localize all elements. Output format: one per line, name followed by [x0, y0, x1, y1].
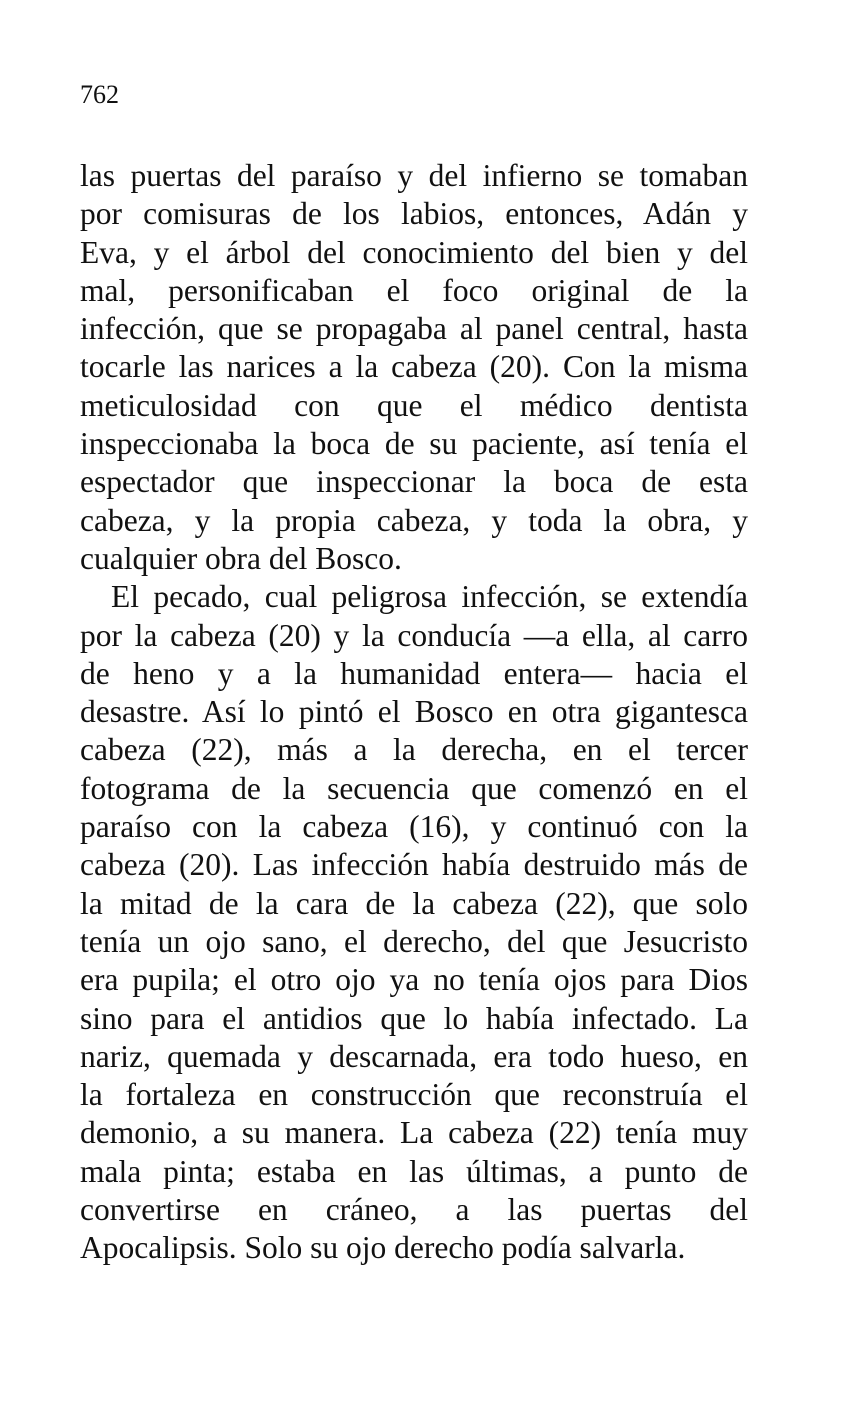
text-line: fotograma de la secuencia que comenzó en el — [80, 770, 748, 806]
text-line: meticulosidad con que el médico dentista — [80, 387, 748, 423]
text-line: Eva, y el árbol del conocimiento del bien y del — [80, 234, 748, 270]
paragraph-2 — [80, 578, 748, 1267]
body-text — [80, 157, 748, 1268]
text-line: de heno y a la humanidad entera— hacia el — [80, 655, 748, 691]
text-line: convertirse en cráneo, a las puertas del — [80, 1192, 748, 1228]
text-line: por comisuras de los labios, entonces, Adán y — [80, 196, 748, 232]
text-line: cabeza (22), más a la derecha, en el tercer — [80, 732, 748, 768]
text-line: cabeza, y la propia cabeza, y toda la obra, y — [80, 502, 748, 538]
text-line: desastre. Así lo pintó el Bosco en otra gigantesca — [80, 694, 748, 730]
paragraph-1 — [80, 157, 748, 578]
text-line: cabeza (20). Las infección había destruido más de — [80, 847, 748, 883]
text-line: cualquier obra del Bosco. — [80, 540, 402, 576]
text-line: tenía un ojo sano, el derecho, del que Jesucristo — [80, 923, 748, 959]
text-line: sino para el antidios que lo había infectado. La — [80, 1000, 748, 1036]
text-line: nariz, quemada y descarnada, era todo hueso, en — [80, 1038, 748, 1074]
text-line: espectador que inspeccionar la boca de esta — [80, 464, 748, 500]
text-line: por la cabeza (20) y la conducía —a ella, al carro — [80, 617, 748, 653]
text-line: inspeccionaba la boca de su paciente, así tenía el — [80, 426, 748, 462]
text-line: Apocalipsis. Solo su ojo derecho podía salvarla. — [80, 1230, 686, 1266]
text-line: la fortaleza en construcción que reconstruía el — [80, 1077, 748, 1113]
text-line: era pupila; el otro ojo ya no tenía ojos para Dios — [80, 962, 748, 998]
text-line: paraíso con la cabeza (16), y continuó con la — [80, 809, 748, 845]
page-number: 762 — [80, 80, 119, 109]
text-line: las puertas del paraíso y del infierno se tomaban — [80, 158, 748, 193]
text-line: la mitad de la cara de la cabeza (22), que solo — [80, 885, 748, 921]
text-line: infección, que se propagaba al panel central, hasta — [80, 311, 748, 347]
text-line: mal, personificaban el foco original de la — [80, 272, 748, 308]
text-line: demonio, a su manera. La cabeza (22) tenía muy — [80, 1115, 748, 1151]
text-line: El pecado, cual peligrosa infección, se extendía — [111, 579, 748, 615]
text-line: tocarle las narices a la cabeza (20). Con la misma — [80, 349, 748, 385]
text-line: mala pinta; estaba en las últimas, a punto de — [80, 1153, 748, 1189]
